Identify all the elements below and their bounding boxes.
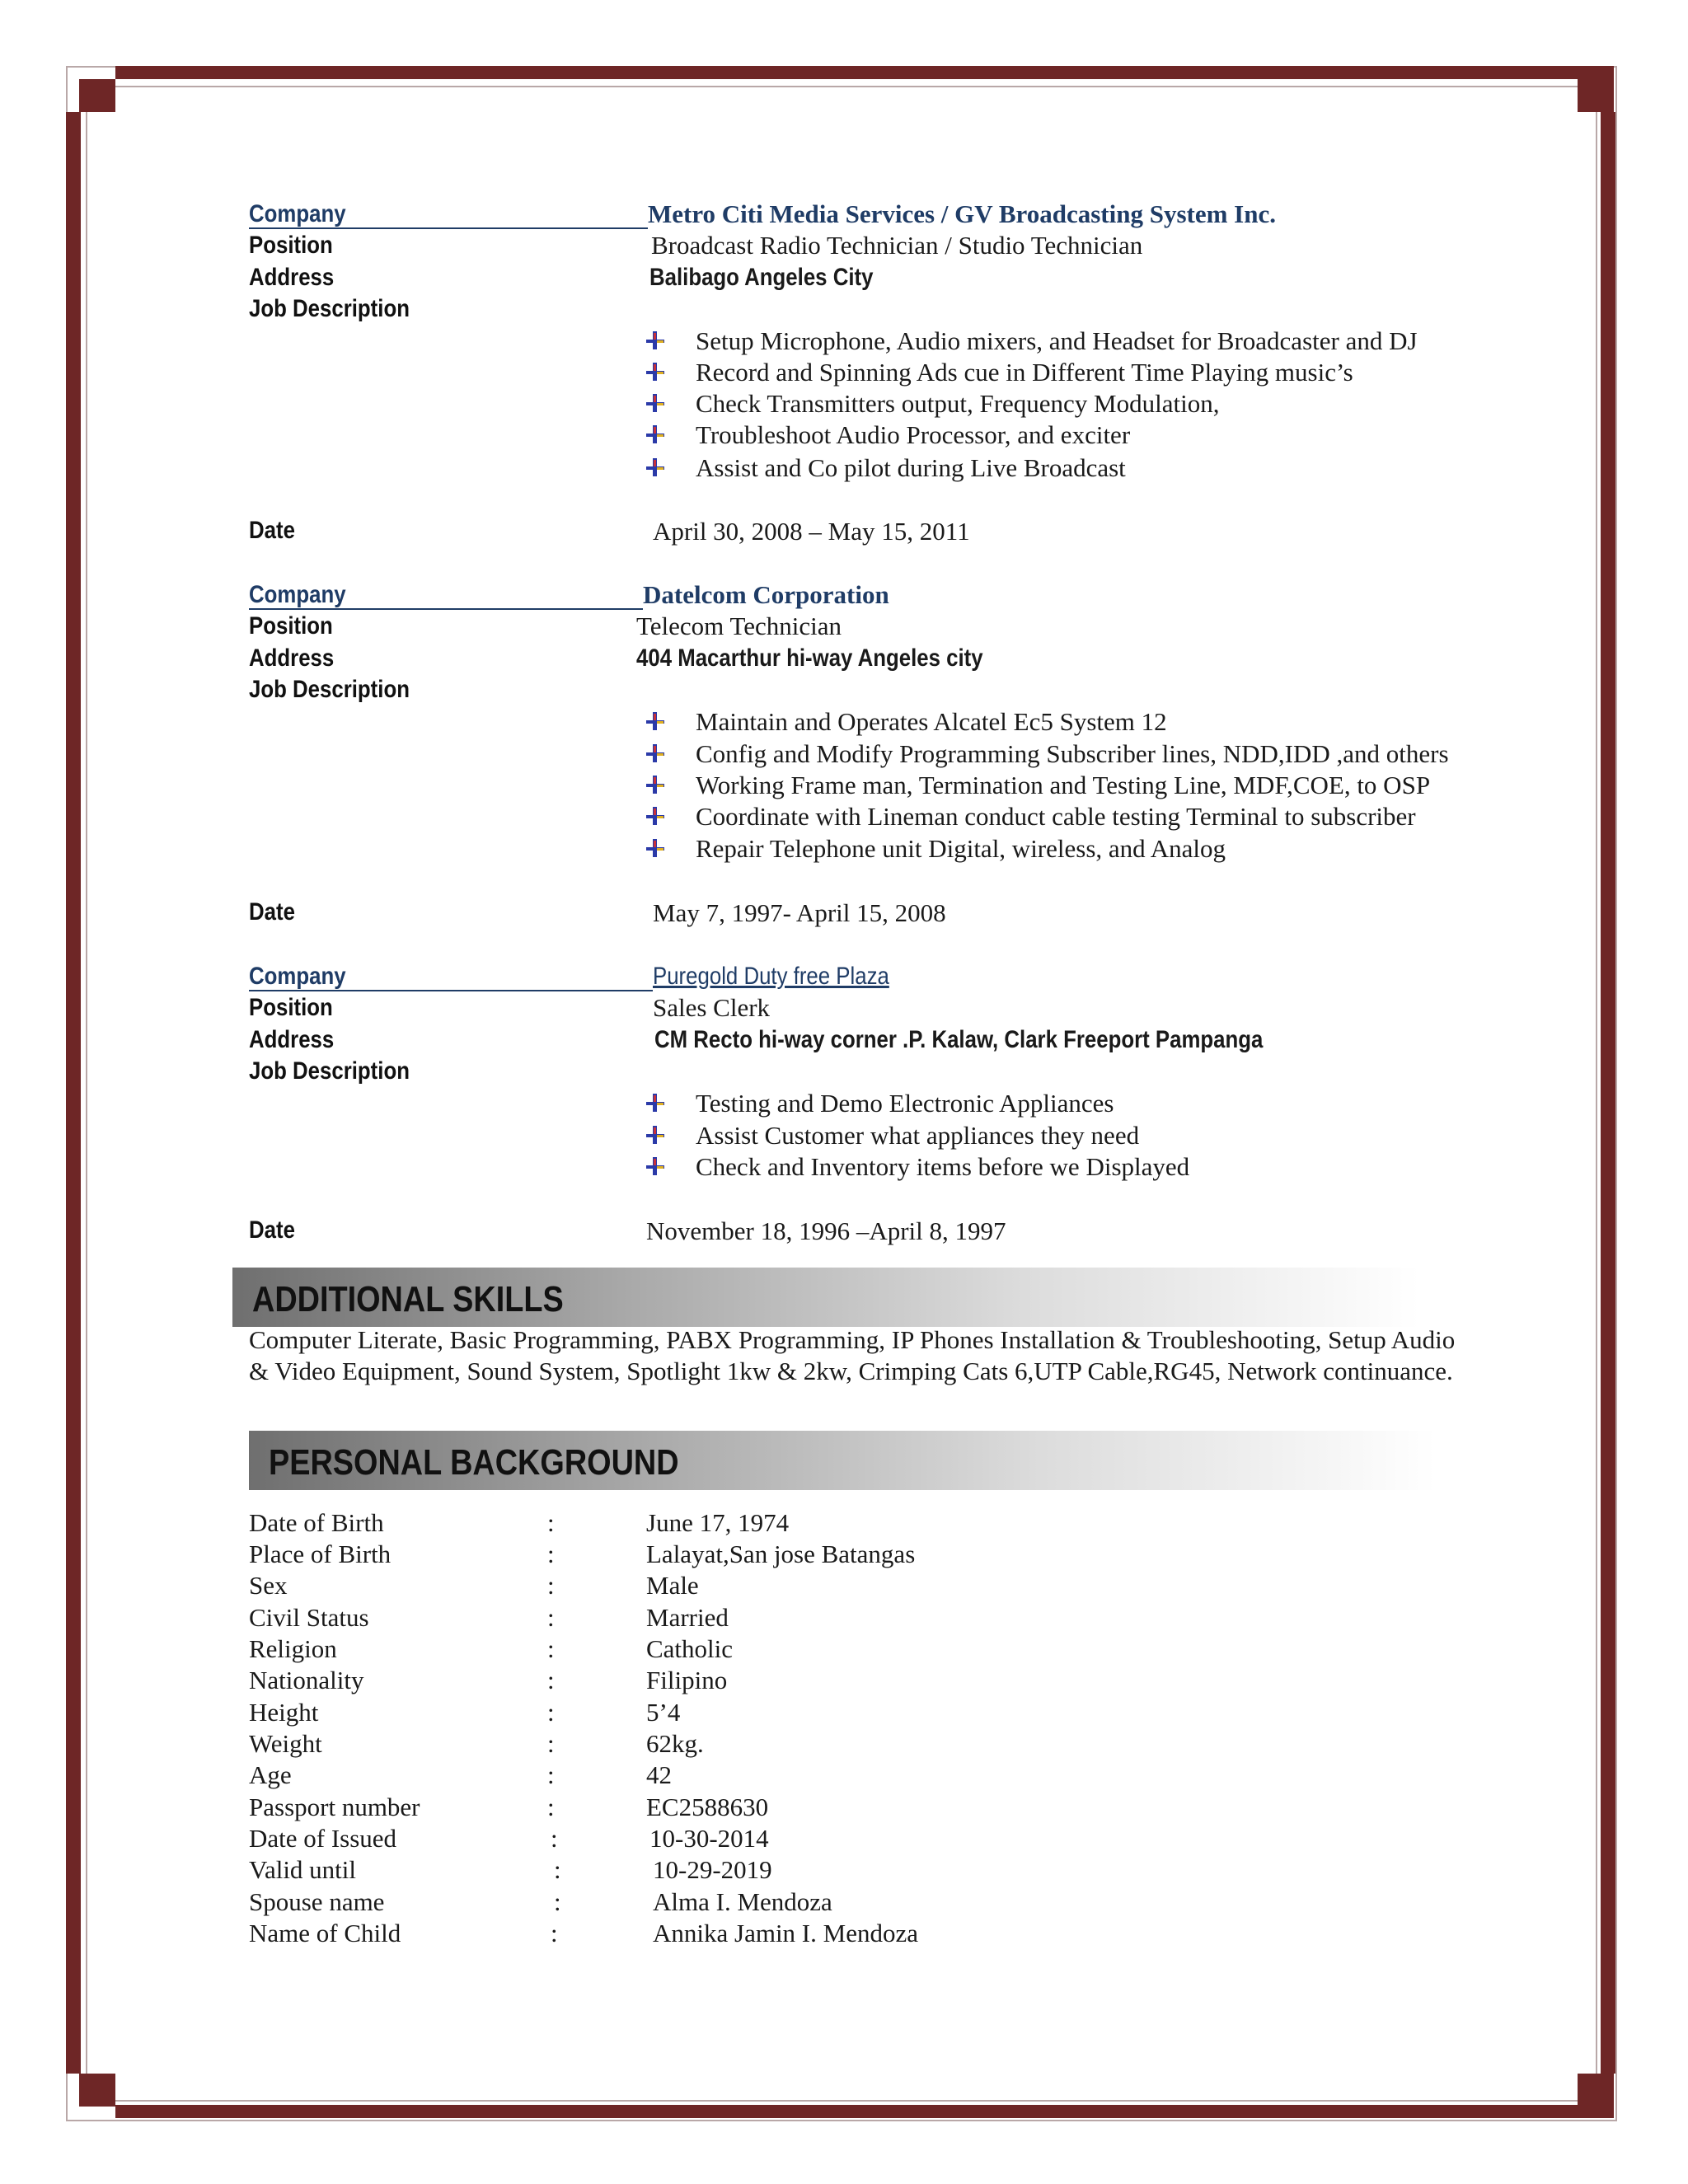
personal-colon: :	[547, 1603, 555, 1632]
personal-colon: :	[547, 1793, 555, 1821]
address-label: Address	[249, 1026, 335, 1053]
date-value: May 7, 1997- April 15, 2008	[653, 898, 946, 927]
bullet-icon	[645, 743, 666, 764]
personal-colon: :	[551, 1824, 558, 1853]
address-label: Address	[249, 644, 335, 672]
border-left-bar	[66, 112, 81, 2074]
personal-label: Weight	[249, 1729, 322, 1758]
personal-value: June 17, 1974	[646, 1508, 790, 1537]
duty-text: Testing and Demo Electronic Appliances	[696, 1089, 1114, 1118]
company-name: Metro Citi Media Services / GV Broadcasting System Inc.	[648, 199, 1276, 228]
personal-value: Annika Jamin I. Mendoza	[653, 1919, 918, 1947]
personal-colon: :	[547, 1540, 555, 1568]
personal-value: Alma I. Mendoza	[653, 1887, 832, 1916]
company-label: Company	[249, 200, 346, 227]
company-underline	[249, 227, 648, 229]
duty-text: Assist Customer what appliances they need	[696, 1121, 1140, 1150]
duty-text: Repair Telephone unit Digital, wireless, and Analog	[696, 834, 1226, 863]
personal-value: Lalayat,San jose Batangas	[646, 1540, 916, 1568]
duty-text: Coordinate with Lineman conduct cable testing Terminal to subscriber	[696, 802, 1416, 831]
personal-colon: :	[547, 1729, 555, 1758]
personal-colon: :	[547, 1634, 555, 1663]
personal-label: Valid until	[249, 1855, 357, 1884]
address-label: Address	[249, 264, 335, 291]
personal-colon: :	[547, 1571, 555, 1600]
bullet-icon	[645, 457, 666, 478]
date-value: November 18, 1996 –April 8, 1997	[646, 1216, 1006, 1245]
bullet-icon	[645, 805, 666, 827]
personal-colon: :	[547, 1760, 555, 1789]
personal-value: Married	[646, 1603, 729, 1632]
personal-colon: :	[551, 1919, 558, 1947]
job-description-label: Job Description	[249, 1057, 410, 1085]
personal-colon: :	[547, 1698, 555, 1727]
company-underline	[249, 990, 653, 991]
personal-label: Civil Status	[249, 1603, 369, 1632]
border-bottom-step-left	[79, 2074, 115, 2107]
bullet-icon	[645, 837, 666, 859]
personal-label: Height	[249, 1698, 319, 1727]
bullet-icon	[645, 1155, 666, 1177]
date-value: April 30, 2008 – May 15, 2011	[653, 517, 970, 546]
duty-text: Setup Microphone, Audio mixers, and Headset for Broadcaster and DJ	[696, 326, 1418, 355]
position-value: Telecom Technician	[636, 612, 842, 640]
personal-label: Religion	[249, 1634, 337, 1663]
bullet-icon	[645, 774, 666, 795]
personal-label: Age	[249, 1760, 292, 1789]
personal-label: Date of Birth	[249, 1508, 384, 1537]
company-name: Datelcom Corporation	[643, 580, 889, 609]
duty-text: Check Transmitters output, Frequency Modulation,	[696, 389, 1220, 418]
job-description-label: Job Description	[249, 676, 410, 703]
personal-label: Spouse name	[249, 1887, 385, 1916]
bullet-icon	[645, 330, 666, 351]
address-value: Balibago Angeles City	[649, 264, 874, 291]
company-underline	[249, 608, 643, 610]
personal-label: Name of Child	[249, 1919, 401, 1947]
job-description-label: Job Description	[249, 295, 410, 322]
bullet-icon	[645, 1092, 666, 1113]
bullet-icon	[645, 710, 666, 732]
duty-text: Maintain and Operates Alcatel Ec5 System 12	[696, 707, 1167, 736]
section-title: ADDITIONAL SKILLS	[252, 1279, 564, 1319]
border-right-bar	[1601, 112, 1615, 2074]
date-label: Date	[249, 898, 295, 926]
duty-text: Assist and Co pilot during Live Broadcast	[696, 453, 1126, 482]
section-title: PERSONAL BACKGROUND	[269, 1442, 679, 1483]
border-top-bar	[115, 66, 1614, 79]
personal-value: Filipino	[646, 1666, 728, 1694]
position-label: Position	[249, 232, 333, 259]
personal-value: Male	[646, 1571, 699, 1600]
personal-value: 10-29-2019	[653, 1855, 772, 1884]
bullet-icon	[645, 392, 666, 414]
personal-colon: :	[547, 1666, 555, 1694]
position-label: Position	[249, 994, 333, 1021]
border-bottom-bar	[115, 2105, 1614, 2118]
address-value: 404 Macarthur hi-way Angeles city	[636, 644, 983, 672]
skills-line: Computer Literate, Basic Programming, PABX Programming, IP Phones Installation & Troubleshooting, Setup Audio	[249, 1325, 1456, 1354]
personal-value: EC2588630	[646, 1793, 769, 1821]
personal-colon: :	[547, 1508, 555, 1537]
skills-line: & Video Equipment, Sound System, Spotlight 1kw & 2kw, Crimping Cats 6,UTP Cable,RG45, Network continuance.	[249, 1357, 1453, 1385]
duty-text: Working Frame man, Termination and Testing Line, MDF,COE, to OSP	[696, 771, 1431, 799]
position-value: Broadcast Radio Technician / Studio Technician	[651, 231, 1143, 260]
personal-label: Date of Issued	[249, 1824, 397, 1853]
bullet-icon	[645, 424, 666, 445]
duty-text: Check and Inventory items before we Displayed	[696, 1152, 1190, 1181]
personal-colon: :	[554, 1855, 561, 1884]
position-label: Position	[249, 612, 333, 640]
duty-text: Config and Modify Programming Subscriber lines, NDD,IDD ,and others	[696, 739, 1449, 768]
address-value: CM Recto hi-way corner .P. Kalaw, Clark Freeport Pampanga	[654, 1026, 1264, 1053]
company-name: Puregold Duty free Plaza	[653, 963, 889, 990]
personal-label: Place of Birth	[249, 1540, 392, 1568]
position-value: Sales Clerk	[653, 993, 771, 1022]
bullet-icon	[645, 1124, 666, 1146]
border-top-step-right	[1578, 79, 1614, 112]
date-label: Date	[249, 517, 295, 544]
personal-colon: :	[554, 1887, 561, 1916]
date-label: Date	[249, 1216, 295, 1244]
border-top-step-left	[79, 79, 115, 112]
bullet-icon	[645, 361, 666, 382]
personal-value: Catholic	[646, 1634, 734, 1663]
company-label: Company	[249, 581, 346, 608]
personal-label: Passport number	[249, 1793, 420, 1821]
personal-value: 42	[646, 1760, 672, 1789]
personal-value: 10-30-2014	[649, 1824, 769, 1853]
duty-text: Record and Spinning Ads cue in Different Time Playing music’s	[696, 358, 1353, 387]
personal-label: Sex	[249, 1571, 288, 1600]
border-bottom-step-right	[1578, 2074, 1614, 2107]
personal-value: 62kg.	[646, 1729, 704, 1758]
company-label: Company	[249, 963, 346, 990]
duty-text: Troubleshoot Audio Processor, and exciter	[696, 420, 1131, 449]
personal-label: Nationality	[249, 1666, 364, 1694]
personal-value: 5’4	[646, 1698, 681, 1727]
